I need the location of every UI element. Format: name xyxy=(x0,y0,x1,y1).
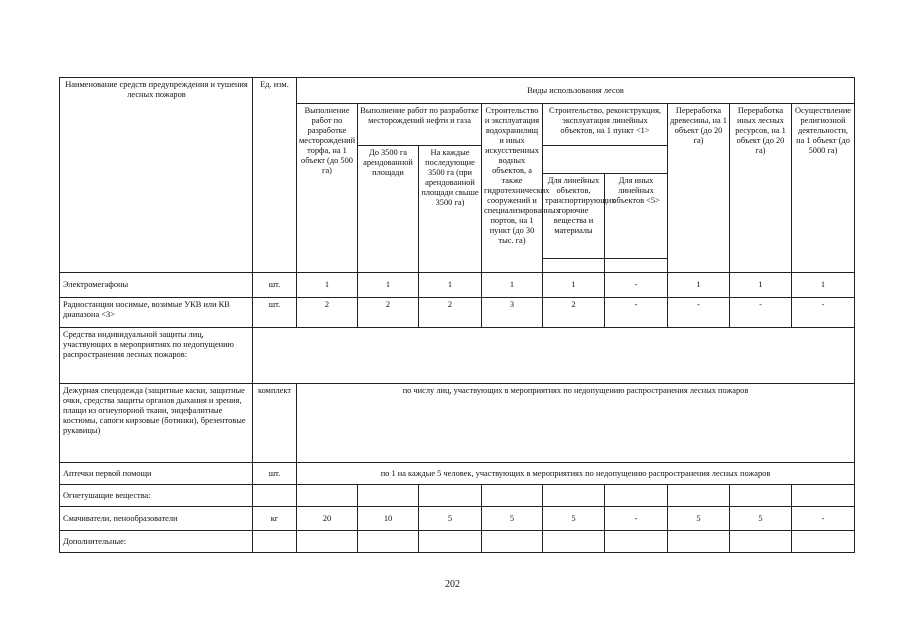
cell-linear-other: - xyxy=(605,298,668,328)
header-linear-pipelines-tail xyxy=(543,259,605,273)
row-unit: шт. xyxy=(253,463,297,485)
cell-linear-other: - xyxy=(605,273,668,298)
row-name: Дополнительные: xyxy=(60,531,253,553)
cell-reservoirs: 1 xyxy=(482,273,543,298)
row-empty xyxy=(253,328,855,384)
header-linear: Строительство, реконструкция, эксплуатация линейных объектов, на 1 пункт <1> xyxy=(543,104,668,146)
cell-merged: по 1 на каждые 5 человек, участвующих в мероприятиях по недопущению распространения лесных пожаров xyxy=(297,463,855,485)
page-number: 202 xyxy=(445,579,460,590)
cell-oil-gas-upto: 10 xyxy=(358,507,419,531)
row-clothing xyxy=(60,384,855,463)
cell-oil-gas-upto: 2 xyxy=(358,298,419,328)
header-other-resources: Переработка иных лесных ресурсов, на 1 объект (до 20 га) xyxy=(730,104,792,273)
cell-empty xyxy=(730,531,792,553)
cell-linear-pipelines: 2 xyxy=(543,298,605,328)
header-linear-pipelines: Для линейных объектов, транспортирующих горючие вещества и материалы xyxy=(543,174,605,259)
row-unit: шт. xyxy=(253,273,297,298)
row-megaphones xyxy=(60,273,855,298)
header-oil-gas: Выполнение работ по разработке месторождений нефти и газа xyxy=(358,104,482,146)
cell-empty xyxy=(730,485,792,507)
row-extinguish-header xyxy=(60,485,855,507)
row-additional xyxy=(60,531,855,553)
row-ppe-header xyxy=(60,328,855,384)
cell-empty xyxy=(482,485,543,507)
cell-religious: - xyxy=(792,507,855,531)
cell-empty xyxy=(792,531,855,553)
cell-linear-pipelines: 1 xyxy=(543,273,605,298)
cell-oil-gas-each: 5 xyxy=(419,507,482,531)
row-unit: кг xyxy=(253,507,297,531)
cell-empty xyxy=(792,485,855,507)
cell-empty xyxy=(358,531,419,553)
row-name: Аптечки первой помощи xyxy=(60,463,253,485)
cell-wood: 1 xyxy=(668,273,730,298)
header-unit: Ед. изм. xyxy=(253,78,297,273)
cell-oil-gas-each: 1 xyxy=(419,273,482,298)
cell-reservoirs: 5 xyxy=(482,507,543,531)
cell-merged: по числу лиц, участвующих в мероприятиях по недопущению распространения лесных пожаров xyxy=(297,384,855,463)
cell-wood: 5 xyxy=(668,507,730,531)
cell-empty xyxy=(482,531,543,553)
header-uses-title: Виды использования лесов xyxy=(297,78,855,104)
cell-other-resources: 5 xyxy=(730,507,792,531)
header-row-1 xyxy=(60,78,855,104)
header-oil-gas-each: На каждые последующие 3500 га (при арендованной площади свыше 3500 га) xyxy=(419,146,482,273)
header-reservoirs: Строительство и эксплуатация водохранилищ и иных искусственных водных объектов, а также гидротехнических сооружений и специализированных портов, на 1 пункт (до 30 тыс. га) xyxy=(482,104,543,273)
cell-empty xyxy=(605,485,668,507)
header-linear-other: Для иных линейных объектов <5> xyxy=(605,174,668,259)
cell-empty xyxy=(297,485,358,507)
row-unit: шт. xyxy=(253,298,297,328)
cell-empty xyxy=(668,485,730,507)
header-oil-gas-upto: До 3500 га арендованной площади xyxy=(358,146,419,273)
forest-fire-equipment-table xyxy=(59,77,855,553)
header-linear-other-tail xyxy=(605,259,668,273)
cell-linear-other: - xyxy=(605,507,668,531)
cell-oil-gas-upto: 1 xyxy=(358,273,419,298)
cell-reservoirs: 3 xyxy=(482,298,543,328)
row-name: Средства индивидуальной защиты лиц, участвующих в мероприятиях по недопущению распространения лесных пожаров: xyxy=(60,328,253,384)
cell-peat: 1 xyxy=(297,273,358,298)
cell-peat: 20 xyxy=(297,507,358,531)
header-peat: Выполнение работ по разработке месторождений торфа, на 1 объект (до 500 га) xyxy=(297,104,358,273)
header-name: Наименование средств предупреждения и тушения лесных пожаров xyxy=(60,78,253,273)
row-unit: комплект xyxy=(253,384,297,463)
cell-empty xyxy=(605,531,668,553)
cell-peat: 2 xyxy=(297,298,358,328)
cell-linear-pipelines: 5 xyxy=(543,507,605,531)
cell-empty xyxy=(419,531,482,553)
header-wood: Переработка древесины, на 1 объект (до 20 га) xyxy=(668,104,730,273)
row-wetting xyxy=(60,507,855,531)
cell-other-resources: - xyxy=(730,298,792,328)
cell-empty xyxy=(253,485,297,507)
cell-empty xyxy=(253,531,297,553)
header-religious: Осуществление религиозной деятельности, на 1 объект (до 5000 га) xyxy=(792,104,855,273)
row-name: Дежурная спецодежда (защитные каски, защитные очки, средства защиты органов дыхания и зрения, плащи из огнеупорной ткани, энцефалитные костюмы, сапоги кирзовые (ботинки), брезентовые рукавицы) xyxy=(60,384,253,463)
cell-empty xyxy=(358,485,419,507)
row-name: Радиостанции носимые, возимые УКВ или КВ диапазона <3> xyxy=(60,298,253,328)
header-linear-spacer xyxy=(543,146,668,174)
row-radios xyxy=(60,298,855,328)
row-name: Электромегафоны xyxy=(60,273,253,298)
cell-empty xyxy=(543,485,605,507)
cell-empty xyxy=(543,531,605,553)
row-first-aid xyxy=(60,463,855,485)
cell-religious: 1 xyxy=(792,273,855,298)
cell-religious: - xyxy=(792,298,855,328)
cell-oil-gas-each: 2 xyxy=(419,298,482,328)
cell-other-resources: 1 xyxy=(730,273,792,298)
cell-empty xyxy=(297,531,358,553)
cell-empty xyxy=(419,485,482,507)
cell-wood: - xyxy=(668,298,730,328)
cell-empty xyxy=(668,531,730,553)
row-name: Огнетушащие вещества: xyxy=(60,485,253,507)
row-name: Смачиватели, пенообразователи xyxy=(60,507,253,531)
